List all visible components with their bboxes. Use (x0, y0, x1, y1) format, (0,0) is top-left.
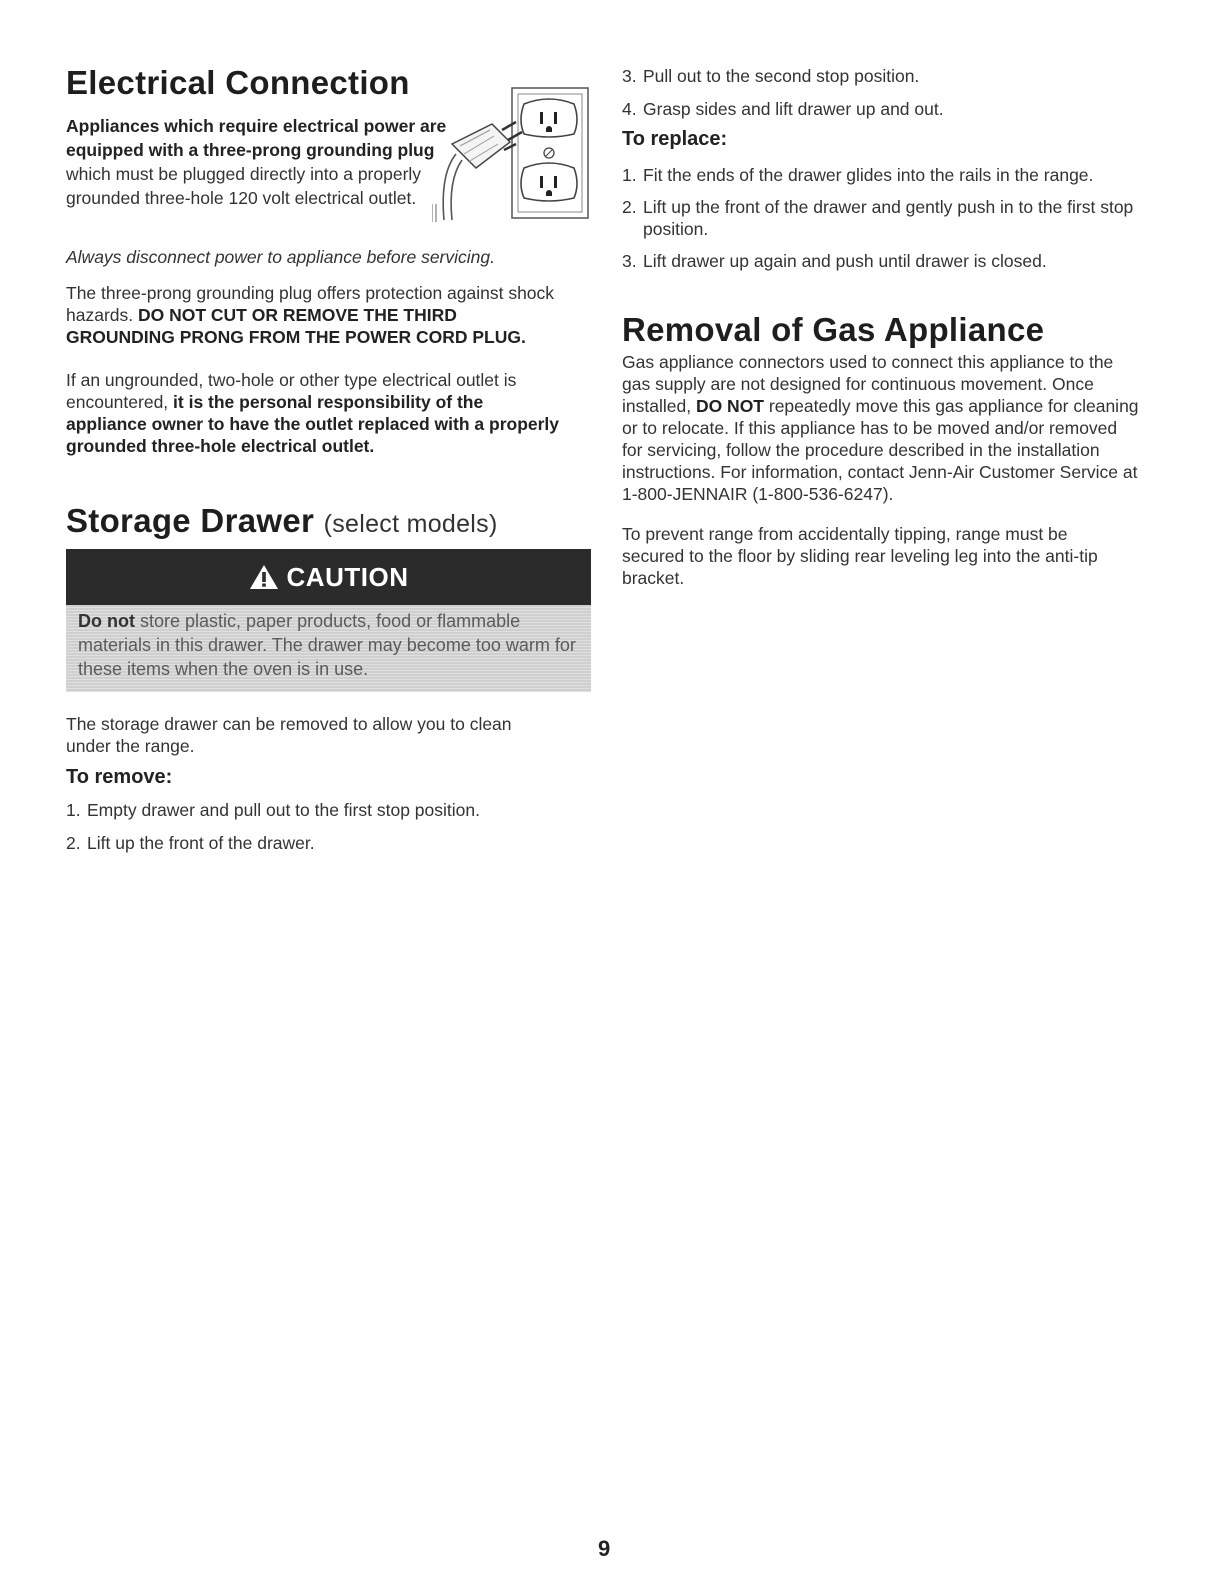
grounding-paragraph-bold: DO NOT CUT OR REMOVE THE THIRD GROUNDING PRONG FROM THE POWER CORD PLUG. (66, 305, 526, 347)
step-number: 1. (66, 800, 81, 820)
step-number: 2. (66, 833, 81, 853)
remove-steps-right (622, 65, 1142, 120)
electrical-connection-heading: Electrical Connection (66, 64, 410, 101)
electrical-intro-bold: Appliances which require electrical power are equipped with a three-prong grounding plug (66, 116, 447, 160)
storage-intro: The storage drawer can be removed to allow you to clean under the range. (66, 714, 512, 756)
caution-text (78, 609, 583, 681)
step-text: Lift drawer up again and push until drawer is closed. (643, 251, 1047, 271)
gas-connectors-info (622, 351, 1140, 505)
step-text: Grasp sides and lift drawer up and out. (643, 99, 944, 119)
list-item (66, 799, 566, 821)
step-text: Fit the ends of the drawer glides into the rails in the range. (643, 165, 1094, 185)
outlet-plug-illustration (432, 84, 592, 222)
step-number: 1. (622, 165, 637, 185)
storage-drawer-title: Storage Drawer (66, 502, 315, 539)
list-item (622, 164, 1142, 186)
storage-drawer-heading (66, 502, 498, 540)
remove-steps-left (66, 799, 566, 854)
step-number: 3. (622, 66, 637, 86)
warning-triangle-icon (249, 564, 279, 590)
replace-steps (622, 164, 1142, 272)
caution-text-rest: store plastic, paper products, food or flammable materials in this drawer. The drawer may become too warm for these items when the oven is in use. (78, 611, 576, 679)
anti-tip-paragraph: To prevent range from accidentally tipping, range must be secured to the floor by sliding rear leveling leg into the anti-tip bracket. (622, 524, 1098, 588)
disconnect-warning: Always disconnect power to appliance before servicing. (66, 247, 495, 267)
to-replace-heading: To replace: (622, 128, 728, 150)
ungrounded-paragraph-bold: it is the personal responsibility of the appliance owner to have the outlet replaced with a properly grounded three-hole electrical outlet. (66, 392, 560, 456)
step-number: 2. (622, 197, 637, 217)
list-item (66, 832, 566, 854)
list-item (622, 250, 1142, 272)
electrical-intro (66, 114, 461, 210)
gas-para1-b: repeatedly move this gas appliance for cleaning or to relocate. If this appliance has to be moved and/or removed for servicing, follow the procedure described in the installation instructions. For information, contact Jenn-Air Customer Service at 1-800-JENNAIR (1-800-536-6247). (622, 396, 1139, 504)
gas-para1-bold: DO NOT (695, 396, 764, 416)
caution-box (66, 605, 591, 692)
removal-gas-heading: Removal of Gas Appliance (622, 311, 1045, 348)
step-text: Empty drawer and pull out to the first stop position. (87, 800, 480, 820)
caution-banner (66, 549, 591, 605)
step-text: Pull out to the second stop position. (643, 66, 920, 86)
page-number: 9 (598, 1536, 611, 1561)
ungrounded-paragraph-text: If an ungrounded, two-hole or other type electrical outlet is encountered, (66, 370, 517, 412)
list-item (622, 98, 1142, 120)
step-number: 4. (622, 99, 637, 119)
caution-label: CAUTION (286, 561, 409, 592)
step-text: Lift up the front of the drawer and gently push in to the first stop position. (643, 197, 1134, 239)
list-item (622, 65, 1142, 87)
electrical-intro-rest: which must be plugged directly into a properly grounded three-hole 120 volt electrical outlet. (66, 164, 422, 208)
to-remove-heading: To remove: (66, 766, 173, 788)
gas-para1-a: Gas appliance connectors used to connect this appliance to the gas supply are not designed for continuous movement. Once installed, (622, 352, 1114, 416)
caution-text-bold: Do not (78, 611, 135, 631)
step-number: 3. (622, 251, 637, 271)
step-text: Lift up the front of the drawer. (87, 833, 315, 853)
grounding-paragraph-text: The three-prong grounding plug offers protection against shock hazards. (66, 283, 555, 325)
ungrounded-paragraph (66, 369, 566, 457)
list-item (622, 196, 1142, 240)
storage-drawer-suffix: (select models) (323, 510, 498, 538)
grounding-paragraph (66, 282, 566, 348)
